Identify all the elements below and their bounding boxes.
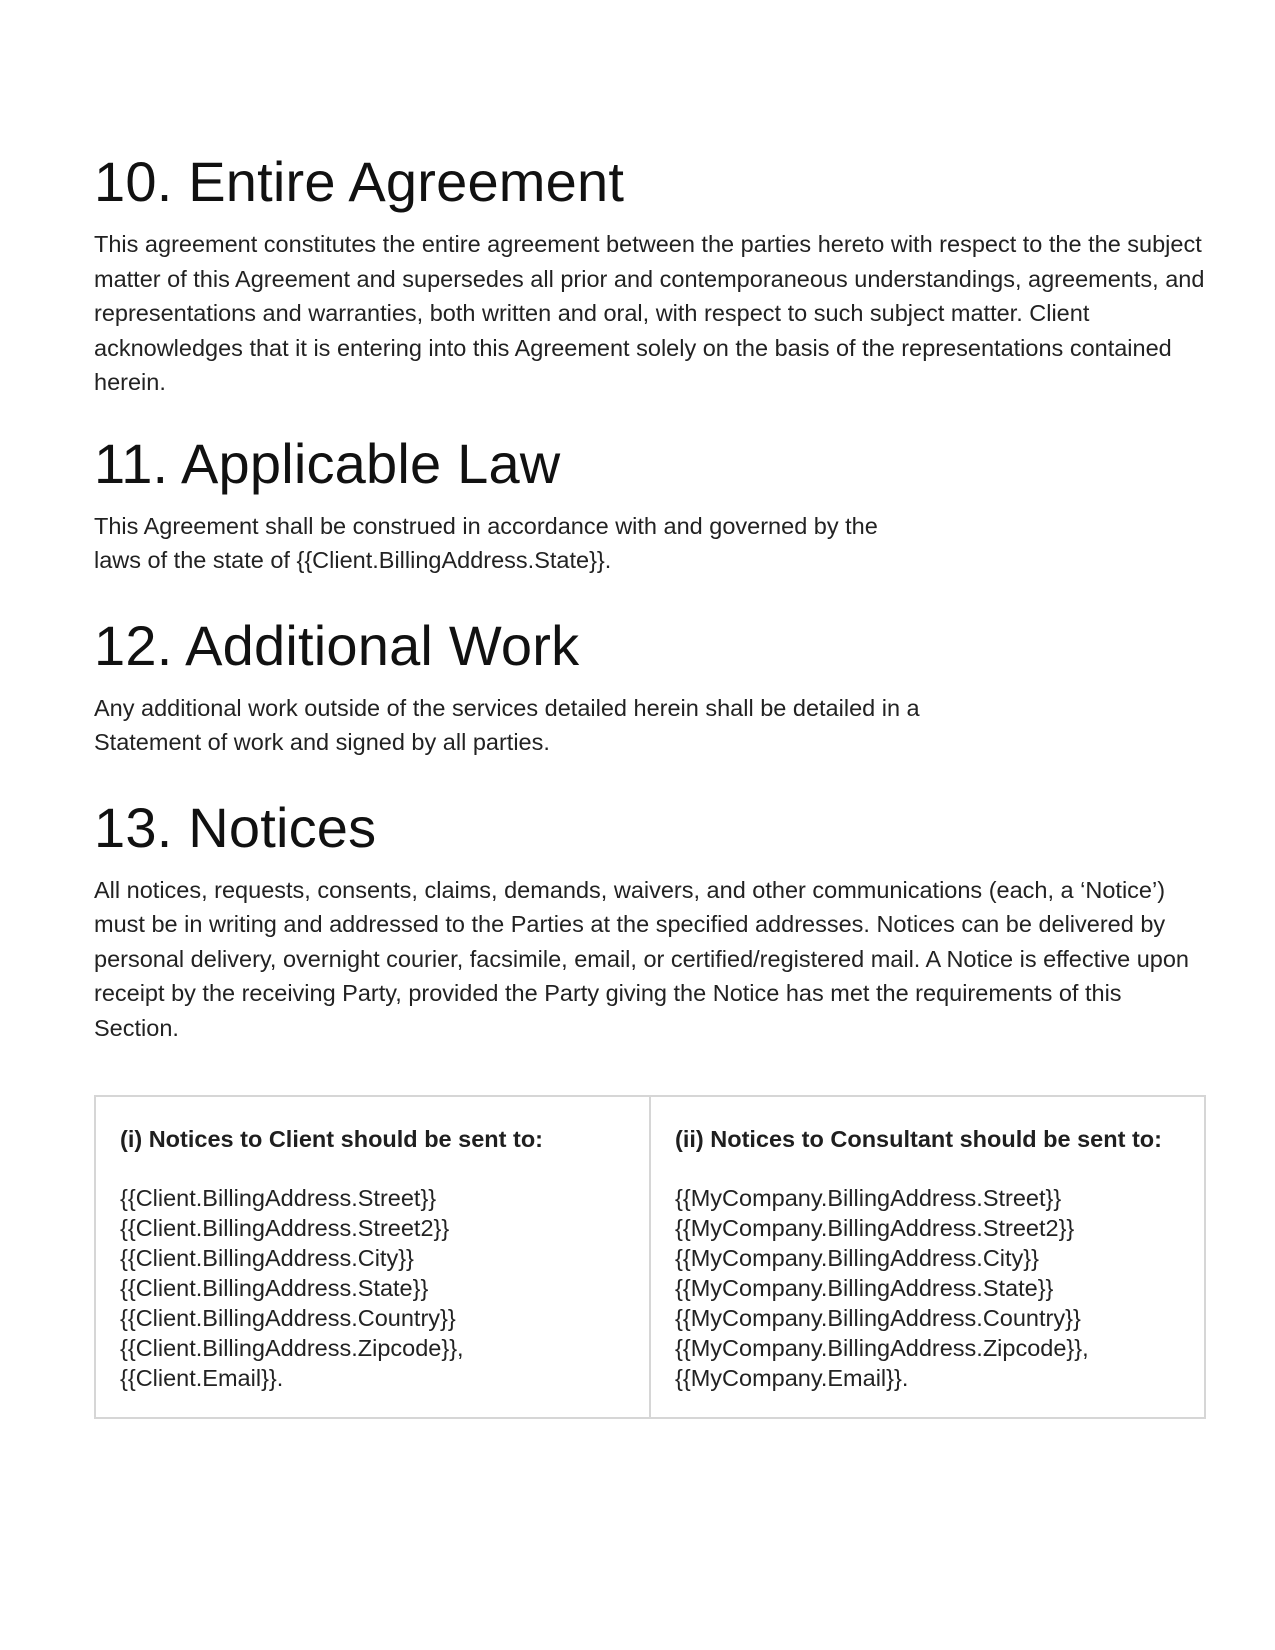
section-notices [94,796,1206,1046]
address-line: {{MyCompany.BillingAddress.Zipcode}}, [675,1335,1089,1361]
section-heading: 11. Applicable Law [94,431,561,495]
address-line: {{MyCompany.BillingAddress.Street2}} [675,1215,1075,1241]
consultant-notice-column [649,1097,1204,1417]
client-notice-heading: (i) Notices to Client should be sent to: [120,1126,543,1152]
address-line: {{Client.BillingAddress.Country}} [120,1305,456,1331]
address-line: {{MyCompany.Email}}. [675,1365,909,1391]
address-line: {{Client.BillingAddress.City}} [120,1245,414,1271]
section-heading: 13. Notices [94,795,377,859]
section-body: All notices, requests, consents, claims, demands, waivers, and other communications (each, a ‘Notice’) must be in writing and addressed to the Parties at the specified addresses. Notices can be delivered by personal delivery, overnight courier, facsimile, email, or certified/registered mail. A Notice is effective upon receipt by the receiving Party, provided the Party giving the Notice has met the requirements of this Section. [94,876,1189,1041]
address-line: {{Client.Email}}. [120,1365,284,1391]
address-line: {{Client.BillingAddress.Zipcode}}, [120,1335,464,1361]
address-line: {{Client.BillingAddress.Street}} [120,1185,437,1211]
address-line: {{Client.BillingAddress.State}} [120,1275,429,1301]
section-heading: 10. Entire Agreement [94,150,625,213]
address-line: {{MyCompany.BillingAddress.Country}} [675,1305,1081,1331]
document-page [94,150,1206,1045]
section-applicable-law [94,432,1206,578]
notices-address-table [94,1095,1206,1419]
address-line: {{Client.BillingAddress.Street2}} [120,1215,450,1241]
client-notice-column [96,1097,649,1417]
consultant-notice-heading: (ii) Notices to Consultant should be sent to: [675,1126,1162,1152]
section-body: This Agreement shall be construed in accordance with and governed by the laws of the state of {{Client.BillingAddress.State}}. [94,512,878,573]
section-body: Any additional work outside of the services detailed herein shall be detailed in a Statement of work and signed by all parties. [94,694,920,755]
section-additional-work [94,614,1206,760]
section-body: This agreement constitutes the entire agreement between the parties hereto with respect to the the subject matter of this Agreement and supersedes all prior and contemporaneous understandings, agreements, and representations and warranties, both written and oral, with respect to such subject matter. Client acknowledges that it is entering into this Agreement solely on the basis of the representations contained herein. [94,231,1205,395]
address-line: {{MyCompany.BillingAddress.Street}} [675,1185,1062,1211]
section-entire-agreement [94,150,1206,400]
section-heading: 12. Additional Work [94,613,580,677]
address-line: {{MyCompany.BillingAddress.City}} [675,1245,1039,1271]
address-line: {{MyCompany.BillingAddress.State}} [675,1275,1054,1301]
